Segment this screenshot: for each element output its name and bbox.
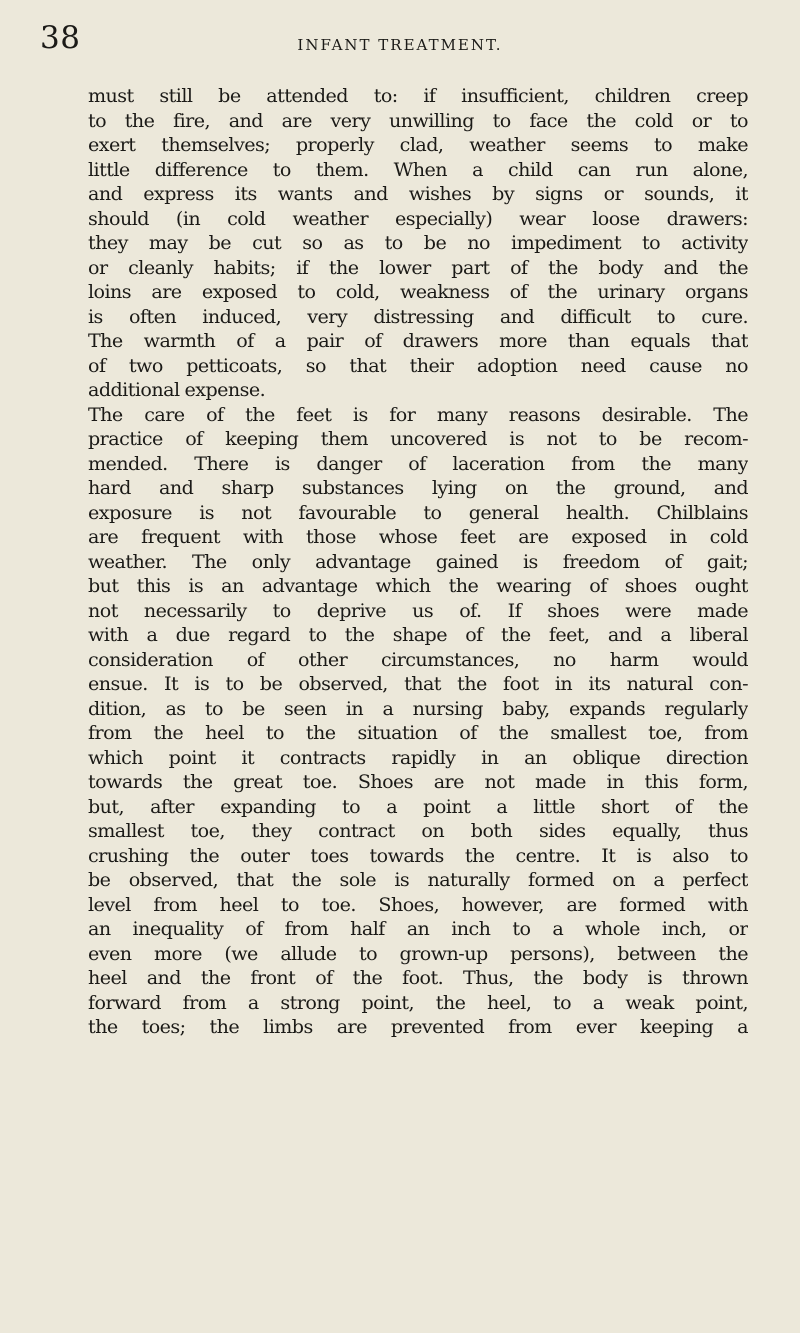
text-line: crushing the outer toes towards the centre. It is also to [88,843,748,867]
text-line: The warmth of a pair of drawers more than equals that [88,329,748,352]
text-line: smallest toe, they contract on both sides equally, thus [88,819,748,842]
text-line: consideration of other circumstances, no harm would [88,647,748,671]
page-number: 38 [40,20,81,56]
text-line: even more (we allude to grown-up persons), between the [88,941,748,965]
text-line: to the fire, and are very unwilling to face the cold or to [88,108,748,132]
text-line: and express its wants and wishes by signs or sounds, it [88,182,748,205]
body-text [88,84,748,1040]
text-line: exert themselves; properly clad, weather seems to make [88,133,748,156]
text-line: which point it contracts rapidly in an oblique direction [88,745,748,769]
text-line: practice of keeping them uncovered is not to be recom- [88,427,748,450]
text-line: hard and sharp substances lying on the ground, and [88,476,748,499]
running-head: INFANT TREATMENT. [297,36,503,54]
text-line: of two petticoats, so that their adoption need cause no [88,353,748,377]
text-line: loins are exposed to cold, weakness of the urinary organs [88,280,748,303]
text-line: the toes; the limbs are prevented from ever keeping a [88,1015,748,1038]
text-line: weather. The only advantage gained is freedom of gait; [88,549,748,573]
text-line: from the heel to the situation of the smallest toe, from [88,721,748,744]
text-line: ensue. It is to be observed, that the foot in its natural con- [88,672,748,695]
text-line: heel and the front of the foot. Thus, the body is thrown [88,966,748,989]
text-line: dition, as to be seen in a nursing baby, expands regularly [88,696,748,720]
text-line: they may be cut so as to be no impediment to activity [88,231,748,254]
text-line: must still be attended to: if insufficient, children creep [88,84,748,107]
text-line: but, after expanding to a point a little short of the [88,794,748,818]
text-line: forward from a strong point, the heel, to a weak point, [88,990,748,1014]
text-line: The care of the feet is for many reasons desirable. The [88,402,748,426]
text-line: towards the great toe. Shoes are not made in this form, [88,770,748,793]
text-line: an inequality of from half an inch to a whole inch, or [88,917,748,940]
text-line: exposure is not favourable to general health. Chilblains [88,500,748,524]
text-line: or cleanly habits; if the lower part of the body and the [88,255,748,279]
text-line: additional expense. [88,378,266,401]
text-line: with a due regard to the shape of the feet, and a liberal [88,623,748,646]
text-line: should (in cold weather especially) wear loose drawers: [88,206,748,230]
text-line: is often induced, very distressing and difficult to cure. [88,304,748,328]
text-line: but this is an advantage which the wearing of shoes ought [88,574,748,597]
text-line: not necessarily to deprive us of. If shoes were made [88,598,748,622]
text-line: level from heel to toe. Shoes, however, are formed with [88,892,748,916]
text-line: be observed, that the sole is naturally formed on a perfect [88,868,748,891]
text-line: mended. There is danger of laceration from the many [88,451,748,475]
text-line: little difference to them. When a child can run alone, [88,157,748,181]
text-line: are frequent with those whose feet are exposed in cold [88,525,748,548]
